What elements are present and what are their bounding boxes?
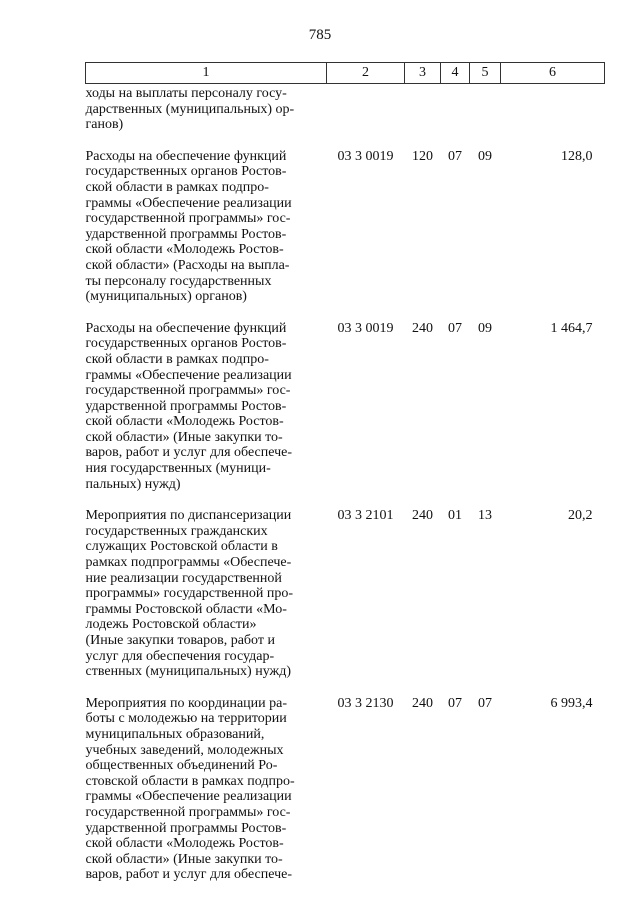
description-line: рамках подпрограммы «Обеспече- [85, 555, 292, 571]
row-description [86, 696, 327, 883]
table-row [86, 696, 605, 883]
row-expense-type: 240 [412, 320, 433, 336]
row-target-code [327, 84, 405, 133]
description-line: ние реализации государственной [85, 570, 282, 586]
description-line: Расходы на обеспечение функций [85, 320, 287, 336]
description-line: граммы «Обеспечение реализации [85, 195, 292, 211]
table-header-row [86, 63, 605, 84]
description-line: боты с молодежью на территории [85, 711, 287, 727]
description-line: лодежь Ростовской области» [85, 617, 257, 633]
row-spacer [86, 680, 605, 696]
description-line: ской области» (Иные закупки то- [85, 429, 283, 445]
page-number: 785 [308, 27, 332, 43]
description-line: ударственной программы Ростов- [85, 226, 287, 242]
row-expense-type: 240 [412, 695, 433, 711]
table-row [86, 149, 605, 305]
description-line: государственной программы» гос- [85, 211, 291, 227]
row-subsection: 07 [478, 695, 492, 711]
description-line: государственной программы» гос- [85, 804, 291, 820]
description-line: (муниципальных) органов) [85, 289, 247, 305]
row-amount [501, 84, 605, 133]
description-line: муниципальных образований, [85, 726, 265, 742]
row-expense-type: 240 [412, 508, 433, 524]
row-expense-type: 120 [412, 148, 433, 164]
description-line: государственных гражданских [85, 523, 268, 539]
header-col-1: 1 [86, 63, 327, 84]
row-subsection: 09 [478, 148, 492, 164]
row-amount: 128,0 [561, 148, 593, 164]
row-section: 07 [448, 148, 462, 164]
row-amount: 6 993,4 [550, 695, 593, 711]
row-subsection: 09 [478, 320, 492, 336]
description-line: ской области «Молодежь Ростов- [85, 414, 284, 430]
header-col-5: 5 [470, 63, 501, 84]
description-line: ской области в рамках подпро- [85, 351, 269, 367]
description-line: учебных заведений, молодежных [85, 742, 284, 758]
description-line: ты персоналу государственных [85, 273, 272, 289]
description-line: ственных (муниципальных) нужд) [85, 664, 291, 680]
row-description [86, 149, 327, 305]
row-subsection: 13 [478, 508, 492, 524]
header-col-2: 2 [327, 63, 405, 84]
table-row [86, 321, 605, 493]
description-line: ской области «Молодежь Ростов- [85, 242, 284, 258]
row-target-code: 03 3 0019 [337, 148, 394, 164]
description-line: ния государственных (муници- [85, 461, 271, 477]
row-section: 07 [448, 695, 462, 711]
description-line: ской области» (Расходы на выпла- [85, 257, 290, 273]
header-col-6: 6 [501, 63, 605, 84]
description-line: общественных объединений Ро- [85, 758, 278, 774]
row-spacer [86, 133, 605, 149]
description-line: государственных органов Ростов- [85, 336, 287, 352]
row-section [441, 84, 470, 133]
description-line: пальных) нужд) [85, 476, 181, 492]
description-line: ской области» (Иные закупки то- [85, 851, 283, 867]
table-body [86, 84, 605, 883]
row-spacer [86, 305, 605, 321]
description-line: Мероприятия по координации ра- [85, 695, 288, 711]
description-line: ударственной программы Ростов- [85, 820, 287, 836]
description-line: государственной программы» гос- [85, 383, 291, 399]
description-line: Мероприятия по диспансеризации [85, 508, 292, 524]
description-line: граммы Ростовской области «Мо- [85, 601, 287, 617]
header-col-4: 4 [441, 63, 470, 84]
description-line: варов, работ и услуг для обеспече- [85, 445, 292, 461]
description-line: служащих Ростовской области в [85, 539, 278, 555]
row-description [86, 508, 327, 680]
description-line: ской области в рамках подпро- [85, 179, 269, 195]
row-subsection [470, 84, 501, 133]
header-col-3: 3 [405, 63, 441, 84]
description-line: граммы «Обеспечение реализации [85, 789, 292, 805]
description-line: ской области «Молодежь Ростов- [85, 836, 284, 852]
description-line: дарственных (муниципальных) ор- [85, 101, 295, 117]
description-line: граммы «Обеспечение реализации [85, 367, 292, 383]
row-amount: 1 464,7 [550, 320, 593, 336]
row-description [86, 321, 327, 493]
budget-table [85, 62, 605, 883]
row-expense-type [405, 84, 441, 133]
row-spacer [86, 492, 605, 508]
description-line: (Иные закупки товаров, работ и [85, 633, 275, 648]
row-target-code: 03 3 0019 [337, 320, 394, 336]
description-line: государственных органов Ростов- [85, 164, 287, 180]
description-line: Расходы на обеспечение функций [85, 148, 287, 164]
row-target-code: 03 3 2101 [337, 508, 394, 524]
row-amount: 20,2 [568, 508, 593, 524]
row-section: 07 [448, 320, 462, 336]
description-line: ударственной программы Ростов- [85, 398, 287, 414]
description-line: ходы на выплаты персоналу госу- [85, 86, 287, 101]
description-line: стовской области в рамках подпро- [85, 773, 295, 789]
row-target-code: 03 3 2130 [337, 695, 394, 711]
description-line: услуг для обеспечения государ- [85, 648, 275, 664]
description-line: ганов) [85, 117, 124, 133]
table-row [86, 84, 605, 133]
row-section: 01 [448, 508, 462, 524]
description-line: варов, работ и услуг для обеспече- [85, 867, 292, 883]
description-line: программы» государственной про- [85, 586, 294, 602]
table-row [86, 508, 605, 680]
row-description [86, 84, 327, 133]
